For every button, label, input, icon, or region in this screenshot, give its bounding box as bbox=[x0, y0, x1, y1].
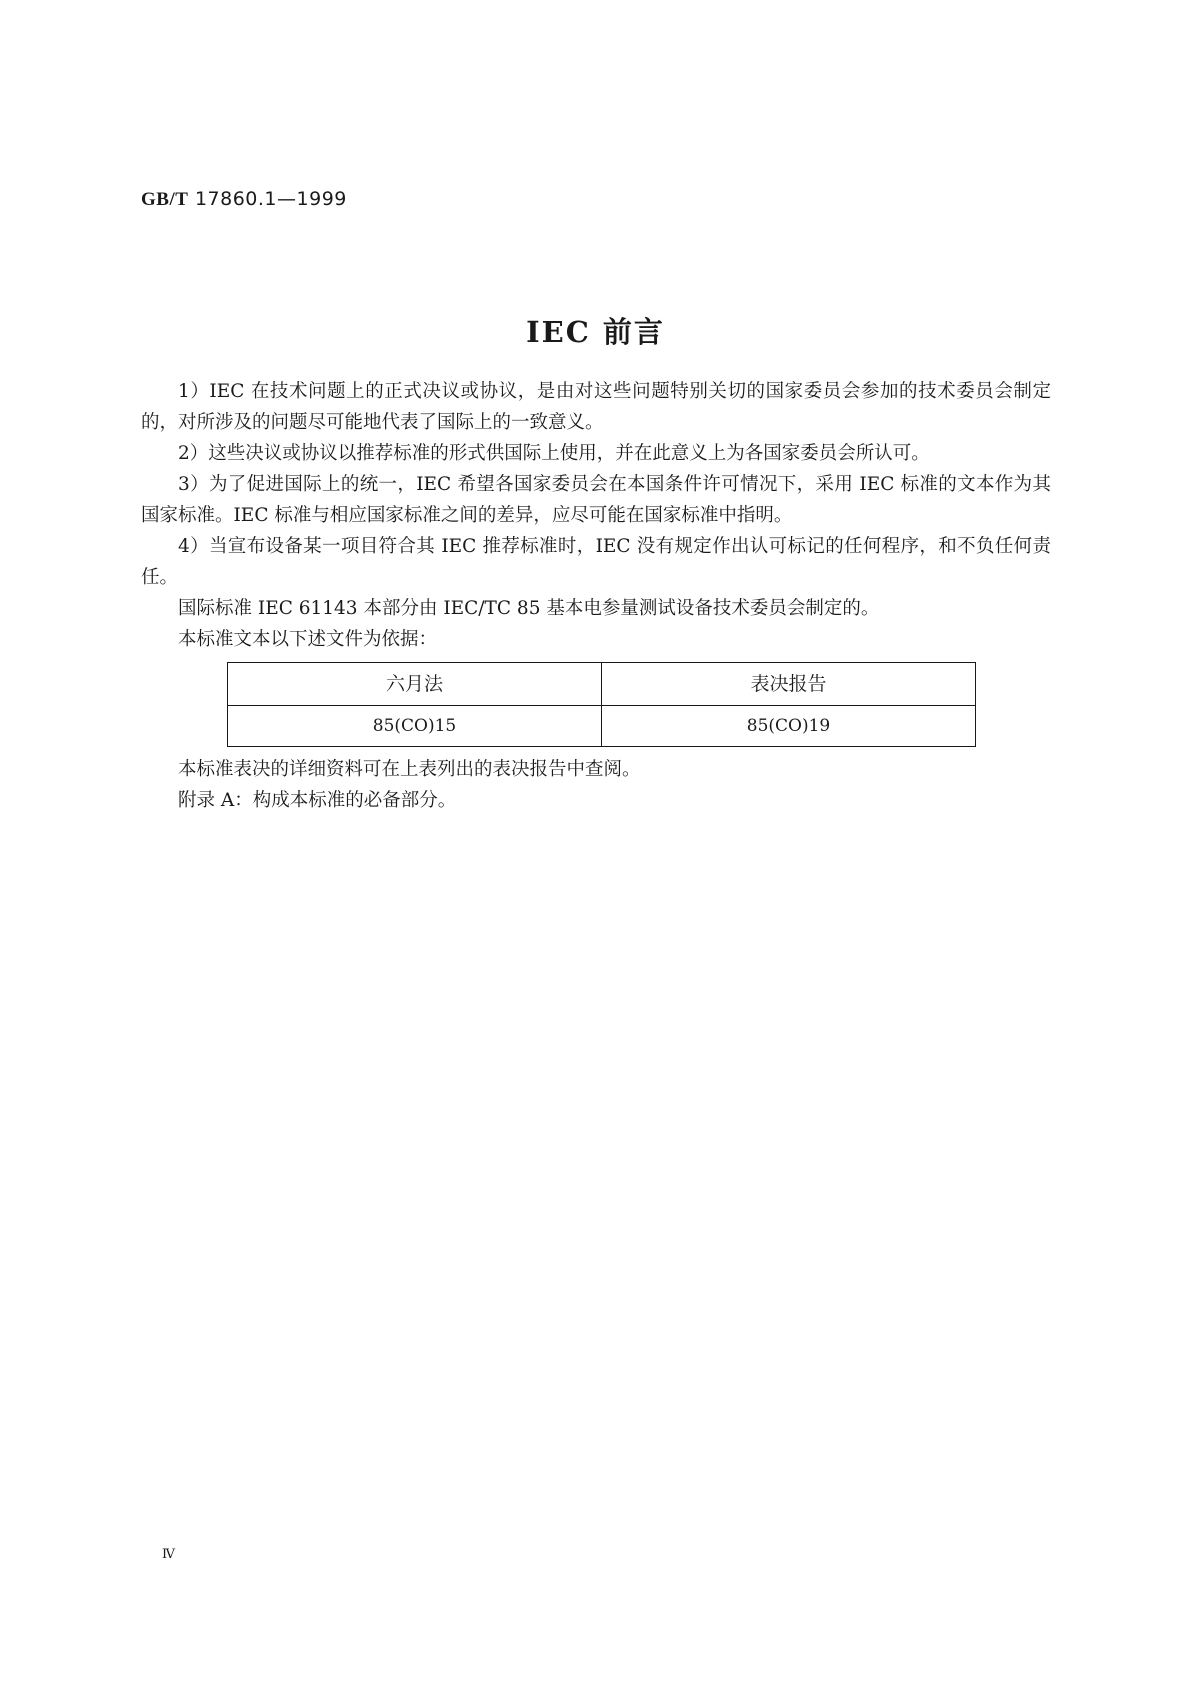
clause-1: 1）IEC 在技术问题上的正式决议或协议，是由对这些问题特别关切的国家委员会参加的技术委员会制定的，对所涉及的问题尽可能地代表了国际上的一致意义。 bbox=[141, 381, 1051, 433]
page-number: Ⅳ bbox=[162, 1547, 175, 1562]
table-cell: 85(CO)19 bbox=[602, 706, 976, 747]
annex-paragraph: 附录 A：构成本标准的必备部分。 bbox=[178, 790, 457, 811]
table-row bbox=[228, 706, 976, 747]
standard-code bbox=[141, 188, 347, 211]
origin-paragraph: 国际标准 IEC 61143 本部分由 IEC/TC 85 基本电参量测试设备技术委员会制定的。 bbox=[178, 598, 880, 619]
table-header-row bbox=[228, 663, 976, 706]
clause-4: 4）当宣布设备某一项目符合其 IEC 推荐标准时，IEC 没有规定作出认可标记的任何程序，和不负任何责任。 bbox=[141, 536, 1051, 588]
clause-2: 2）这些决议或协议以推荐标准的形式供国际上使用，并在此意义上为各国家委员会所认可。 bbox=[178, 443, 930, 464]
page-title: IEC 前言 bbox=[526, 315, 665, 349]
table-header-cell: 六月法 bbox=[228, 663, 602, 706]
table-header-cell: 表决报告 bbox=[602, 663, 976, 706]
standard-number: 17860.1—1999 bbox=[194, 188, 347, 210]
voting-documents-table bbox=[227, 662, 976, 747]
standard-prefix: GB/T bbox=[141, 189, 189, 210]
clause-3: 3）为了促进国际上的统一，IEC 希望各国家委员会在本国条件许可情况下，采用 IEC 标准的文本作为其国家标准。IEC 标准与相应国家标准之间的差异，应尽可能在国家标准中指明。 bbox=[141, 474, 1051, 526]
document-body bbox=[141, 376, 1051, 816]
voting-details-paragraph: 本标准表决的详细资料可在上表列出的表决报告中查阅。 bbox=[178, 759, 641, 780]
table-cell: 85(CO)15 bbox=[228, 706, 602, 747]
basis-paragraph: 本标准文本以下述文件为依据： bbox=[178, 629, 438, 650]
